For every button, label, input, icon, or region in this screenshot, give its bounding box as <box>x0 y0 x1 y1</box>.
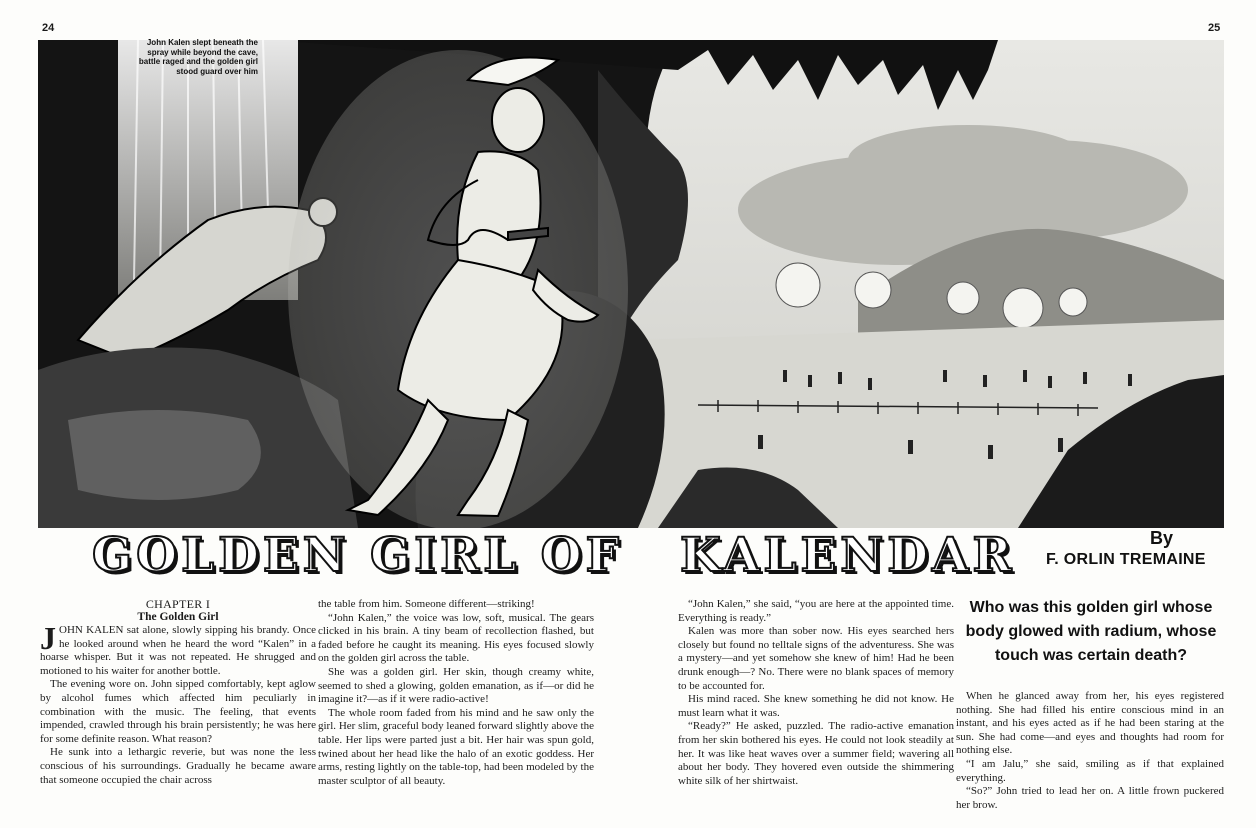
paragraph: the table from him. Someone different—striking! <box>318 598 535 610</box>
paragraph: Kalen was more than sober now. His eyes searched hers closely but found no telltale signs of the adventuress. She was a mystery—and yet somehow she knew of him! Had he been drunk enough—? No. There were no blank spaces of memory to be accounted for. <box>678 625 954 692</box>
paragraph: The whole room faded from his mind and he saw only the girl. Her slim, graceful body leaned forward slightly above the table. Her lips were parted just a bit. Her hair was spun gold, twined about her head like the halo of an exotic goddess. Her arms, resting lightly on the table-top, had been modeled by the master sculptor of all beauty. <box>318 706 594 787</box>
paragraph: When he glanced away from her, his eyes registered nothing. She had filled his entire conscious mind in an instant, and his eyes acted as if he had been staring at the sun. She had come—and eyes and thoughts had room for nothing else. <box>956 690 1224 757</box>
text-column-3 <box>678 598 954 788</box>
illustration-caption: John Kalen slept beneath the spray while beyond the cave, battle raged and the golden girl stood guard over him <box>138 38 258 76</box>
story-title-part-2: KALENDAR <box>680 528 1016 583</box>
story-illustration <box>38 40 1224 528</box>
text-column-2 <box>318 598 594 788</box>
paragraph: “Ready?” He asked, puzzled. The radio-active emanation from her skin bothered his eyes. He could not look steadily at her. It was like heat waves over a summer field; wavering all about her body. They hovered even outside the shimmering white silk of her shirtwaist. <box>678 720 954 787</box>
text-column-4 <box>956 690 1224 812</box>
paragraph: She was a golden girl. Her skin, though creamy white, seemed to shed a glowing, golden emanation, as if—or did he imagine it?—as if it were radio-active! <box>318 665 594 706</box>
page-number-right: 25 <box>1208 22 1221 34</box>
paragraph: JOHN KALEN sat alone, slowly sipping his brandy. Once he looked around when he heard the word “Kalen” in a hoarse whisper. But it was not repeated. He shrugged and motioned to his waiter for another bottle. <box>40 620 316 677</box>
paragraph: His mind raced. She knew something he did not know. He must learn what it was. <box>678 693 954 719</box>
chapter-subtitle: The Golden Girl <box>137 611 219 623</box>
paragraph: “John Kalen,” she said, “you are here at the appointed time. Everything is ready.” <box>678 598 954 624</box>
page-number-left: 24 <box>42 22 55 34</box>
paragraph: “I am Jalu,” she said, smiling as if that explained everything. <box>956 757 1224 784</box>
paragraph: He sunk into a lethargic reverie, but was none the less conscious of his surroundings. Gradually he became aware that someone occupied the chair across <box>40 746 316 786</box>
text-column-1 <box>40 598 316 787</box>
paragraph: The evening wore on. John sipped comfortably, kept aglow by alcohol fumes which affected him peculiarly in combination with the music. The feeling, that events impended, crawled through his brain persistently; he was here for some definite reason. What reason? <box>40 678 316 745</box>
story-title-part-1: GOLDEN GIRL OF <box>92 528 623 583</box>
paragraph: “So?” John tried to lead her on. A little frown puckered her brow. <box>956 785 1224 811</box>
byline-by: By <box>1150 528 1174 548</box>
byline <box>1046 527 1226 571</box>
paragraph: “John Kalen,” the voice was low, soft, musical. The gears clicked in his brain. A tiny beam of recollection flashed, but faded before he caught its meaning. His eyes focused slowly on the golden girl across the table. <box>318 611 594 665</box>
story-blurb: Who was this golden girl whose body glowed with radium, whose touch was certain death? <box>965 599 1217 664</box>
chapter-heading: CHAPTER I <box>145 597 211 611</box>
author-name: F. ORLIN TREMAINE <box>1046 551 1206 568</box>
